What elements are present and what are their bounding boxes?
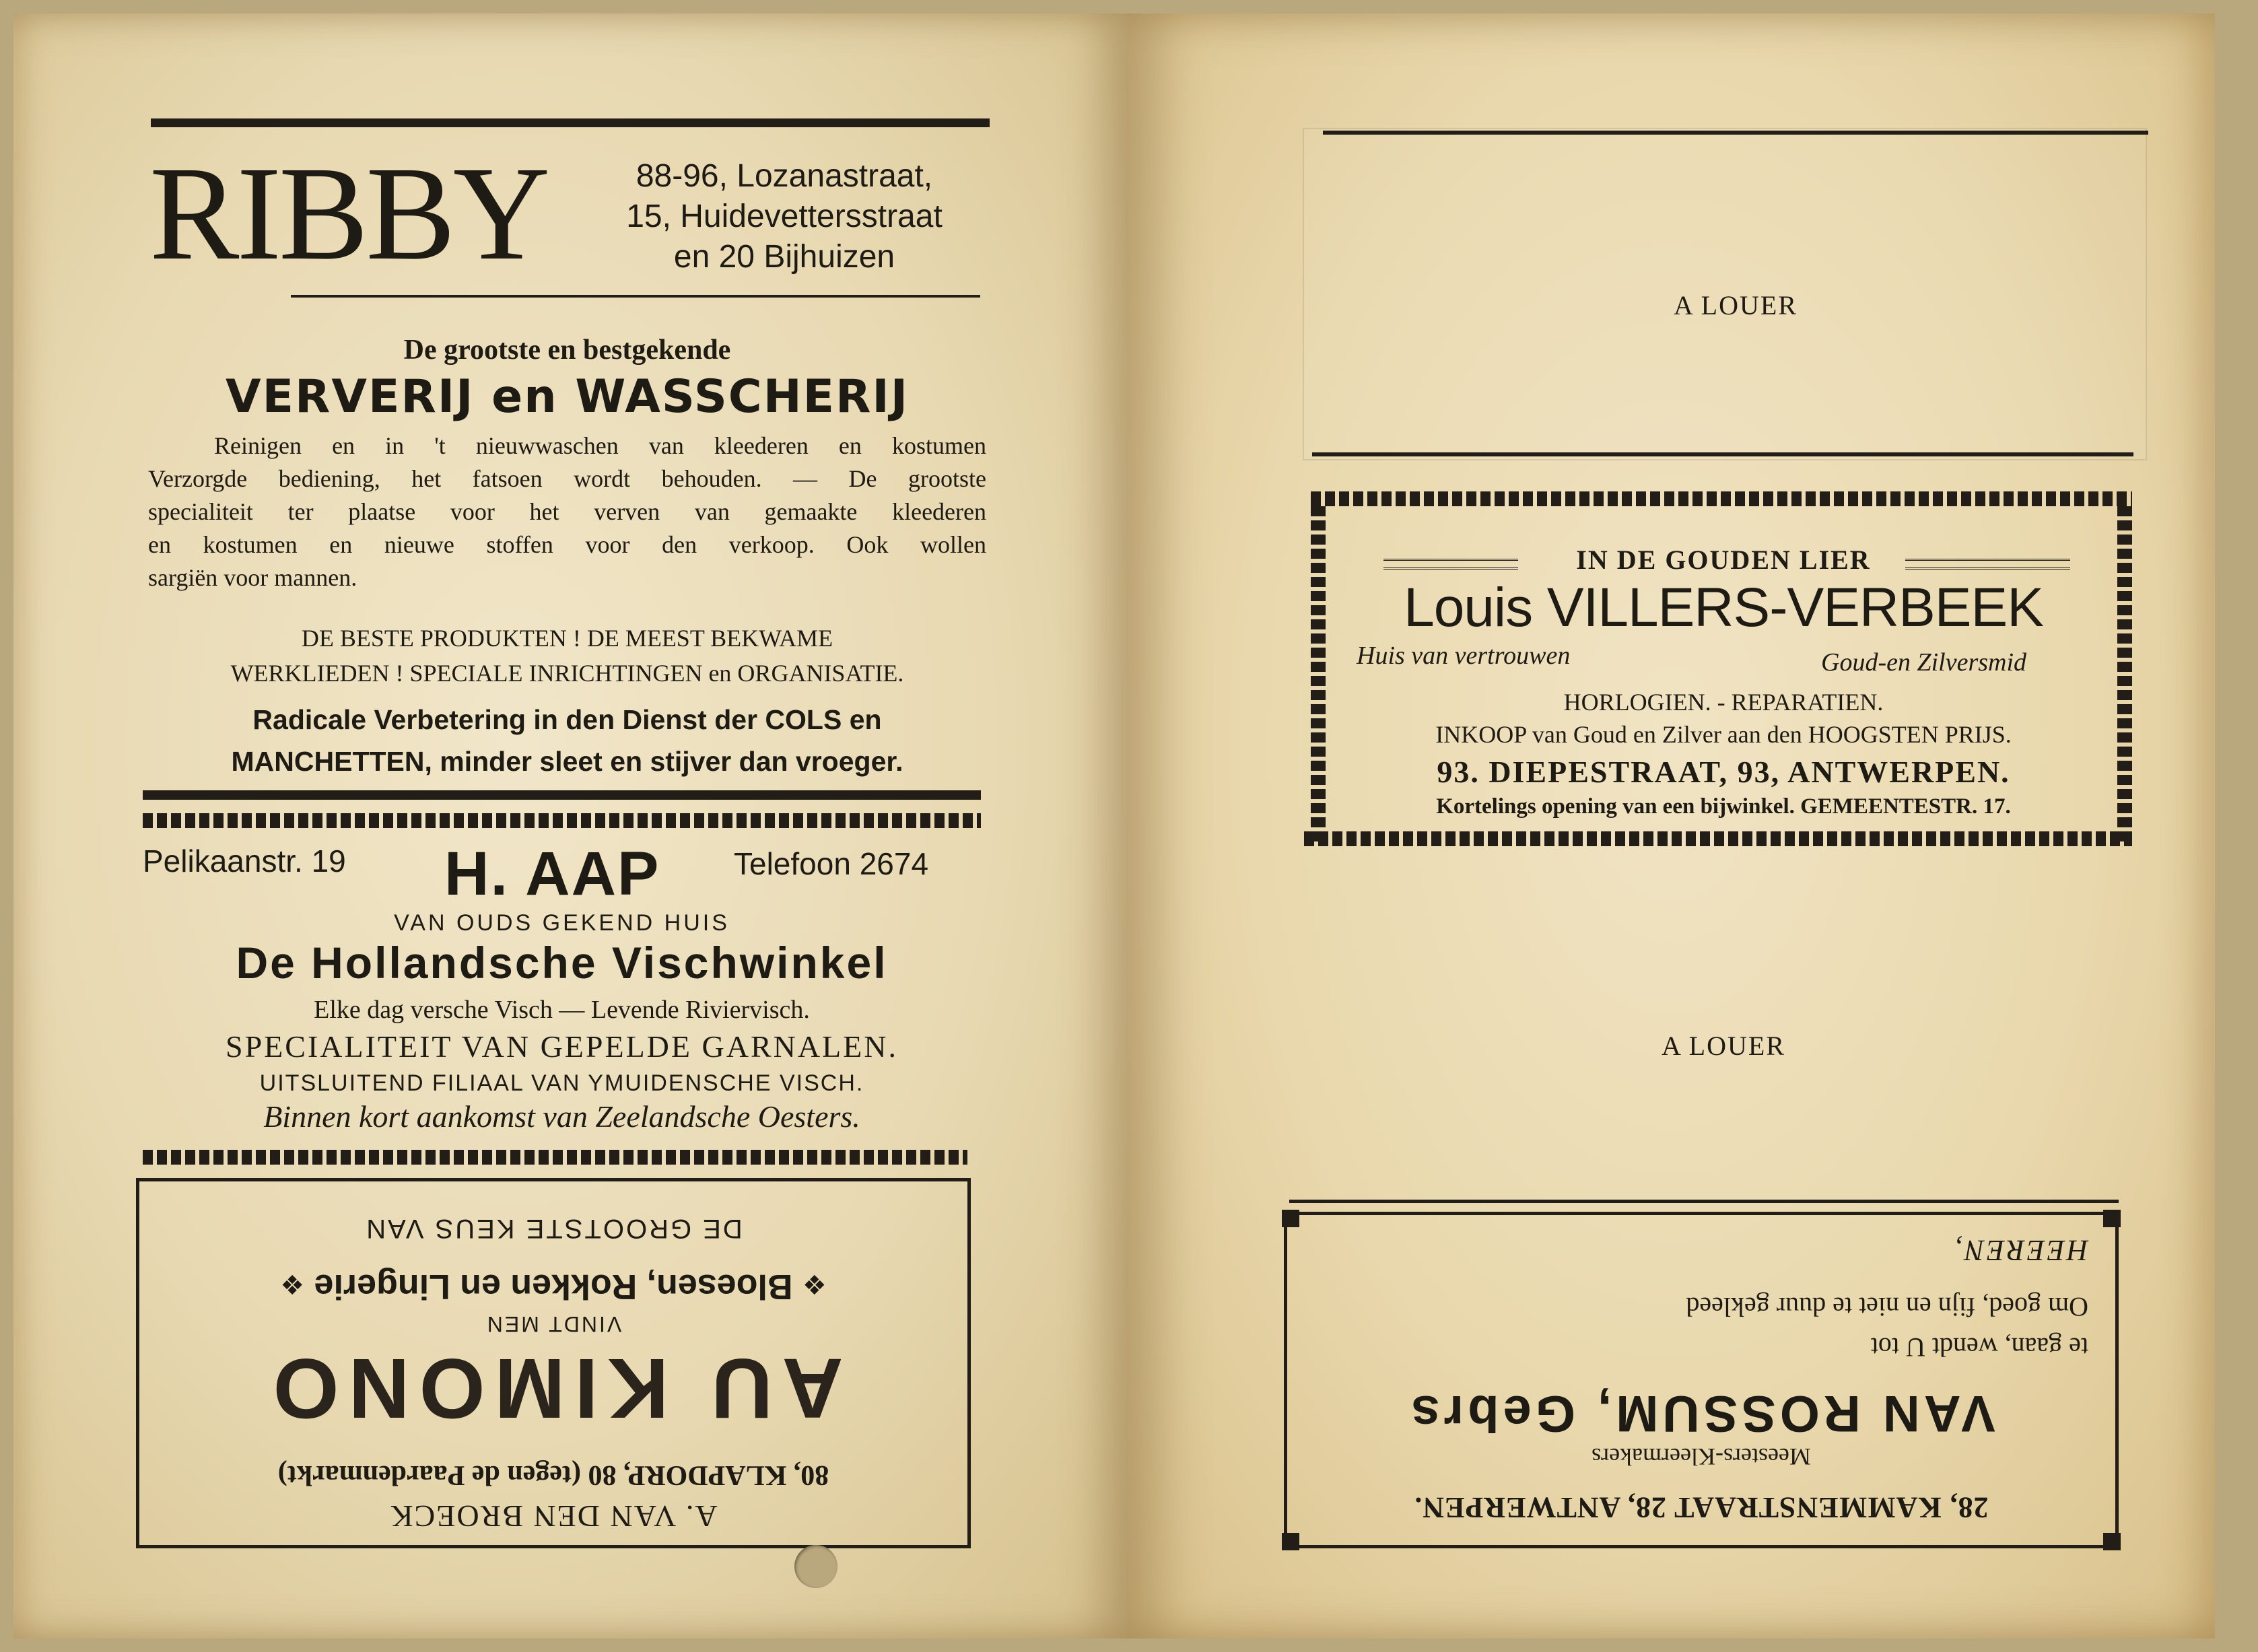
villers-line-4: Kortelings opening van een bijwinkel. GEMEENTESTR. 17.: [1436, 794, 2011, 819]
villers-sign: IN DE GOUDEN LIER: [1576, 545, 1871, 575]
aap-tagline: VAN OUDS GEKEND HUIS: [394, 910, 730, 936]
ribby-caps: [148, 621, 986, 691]
rossum-line-1: te gaan, wendt U tot: [1870, 1332, 2088, 1363]
kimono-goods-text: Bloesen, Rokken en Lingerie: [314, 1267, 793, 1306]
aap-name: H. AAP: [444, 839, 660, 908]
louer-1: A LOUER: [1674, 290, 1798, 320]
louer-2: A LOUER: [1662, 1031, 1785, 1061]
aap-line-1: Elke dag versche Visch — Levende Riviervisch.: [314, 996, 810, 1024]
villers-line-2: INKOOP van Goud en Zilver aan den HOOGSTEN PRIJS.: [1435, 721, 2012, 748]
aap-line-4: Binnen kort aankomst van Zeelandsche Oesters.: [263, 1099, 860, 1134]
aap-phone: Telefoon 2674: [734, 846, 929, 881]
rossum-heading: HEEREN,: [1953, 1234, 2088, 1267]
villers-line-3: 93. DIEPESTRAAT, 93, ANTWERPEN.: [1437, 755, 2010, 789]
rossum-trade: Meesters-Kleermakers: [1592, 1443, 1811, 1470]
aap-address: Pelikaanstr. 19: [143, 844, 346, 879]
kimono-address: 80, KLAPDORP, 80 (tegen de Paardenmarkt): [277, 1459, 829, 1490]
ribby-address-line: 15, Huidevettersstraat: [626, 199, 943, 234]
villers-name: Louis VILLERS-VERBEEK: [1404, 577, 2043, 638]
ribby-body-line: Reinigen en in 't nieuwwaschen van kleederen en kostumen: [214, 432, 986, 459]
kimono-owner: A. VAN DEN BROECK: [389, 1499, 718, 1534]
villers-right-sub: Goud-en Zilversmid: [1821, 648, 2027, 677]
ribby-address-line: en 20 Bijhuizen: [673, 239, 895, 275]
ribby-subhead: De grootste en bestgekende: [403, 335, 731, 366]
kimono-top: DE GROOTSTE KEUS VAN: [364, 1214, 743, 1243]
kimono-shop: AU KIMONO: [263, 1341, 844, 1436]
kimono-advert: [136, 1178, 971, 1548]
kimono-content: [139, 1181, 967, 1545]
aap-line-3: UITSLUITEND FILIAAL VAN YMUIDENSCHE VISCH.: [259, 1070, 864, 1096]
rossum-name: VAN ROSSUM, Gebrs: [1407, 1385, 1995, 1442]
ribby-body-line: specialiteit ter plaatse voor het verven van gemaakte kleederen: [148, 498, 986, 525]
villers-line-1: HORLOGIEN. - REPARATIEN.: [1563, 689, 1884, 716]
ribby-brand: RIBBY: [149, 139, 548, 288]
ribby-body: [148, 429, 986, 594]
ribby-caps-line: DE BESTE PRODUKTEN ! DE MEEST BEKWAME: [301, 625, 833, 652]
ribby-body-line: en kostumen en nieuwe stoffen voor den verkoop. Ook wollen: [148, 531, 986, 558]
ornament-icon: ❖: [802, 1269, 827, 1299]
ribby-caps-line: WERKLIEDEN ! SPECIALE INRICHTINGEN en ORGANISATIE.: [230, 660, 904, 687]
ribby-headline: VERVERIJ en WASSCHERIJ: [225, 370, 910, 423]
ribby-bold: [148, 699, 986, 782]
right-page: [1128, 13, 2215, 1639]
left-page: [13, 13, 1128, 1639]
ribby-address: [576, 156, 993, 277]
ribby-body-line: sargiën voor mannen.: [148, 564, 357, 591]
ribby-bold-line: MANCHETTEN, minder sleet en stijver dan vroeger.: [231, 746, 903, 777]
kimono-goods: [139, 1266, 967, 1307]
rossum-address: 28, KAMMENSTRAAT 28, ANTWERPEN.: [1414, 1491, 1989, 1524]
aap-shop: De Hollandsche Vischwinkel: [236, 938, 888, 988]
kimono-finds: VINDT MEN: [485, 1312, 622, 1336]
ribby-address-line: 88-96, Lozanastraat,: [636, 158, 933, 194]
villers-left-sub: Huis van vertrouwen: [1357, 642, 1571, 670]
ribby-body-line: Verzorgde bediening, het fatsoen wordt behouden. — De grootste: [148, 465, 986, 492]
punch-hole: [794, 1545, 837, 1588]
ornament-icon: ❖: [280, 1269, 305, 1299]
rossum-content: [1287, 1215, 2115, 1545]
ribby-bold-line: Radicale Verbetering in den Dienst der COLS en: [252, 704, 882, 735]
aap-line-2: SPECIALITEIT VAN GEPELDE GARNALEN.: [226, 1029, 898, 1064]
rossum-line-2: Om goed, fijn en niet te duur gekleed: [1686, 1292, 2088, 1322]
